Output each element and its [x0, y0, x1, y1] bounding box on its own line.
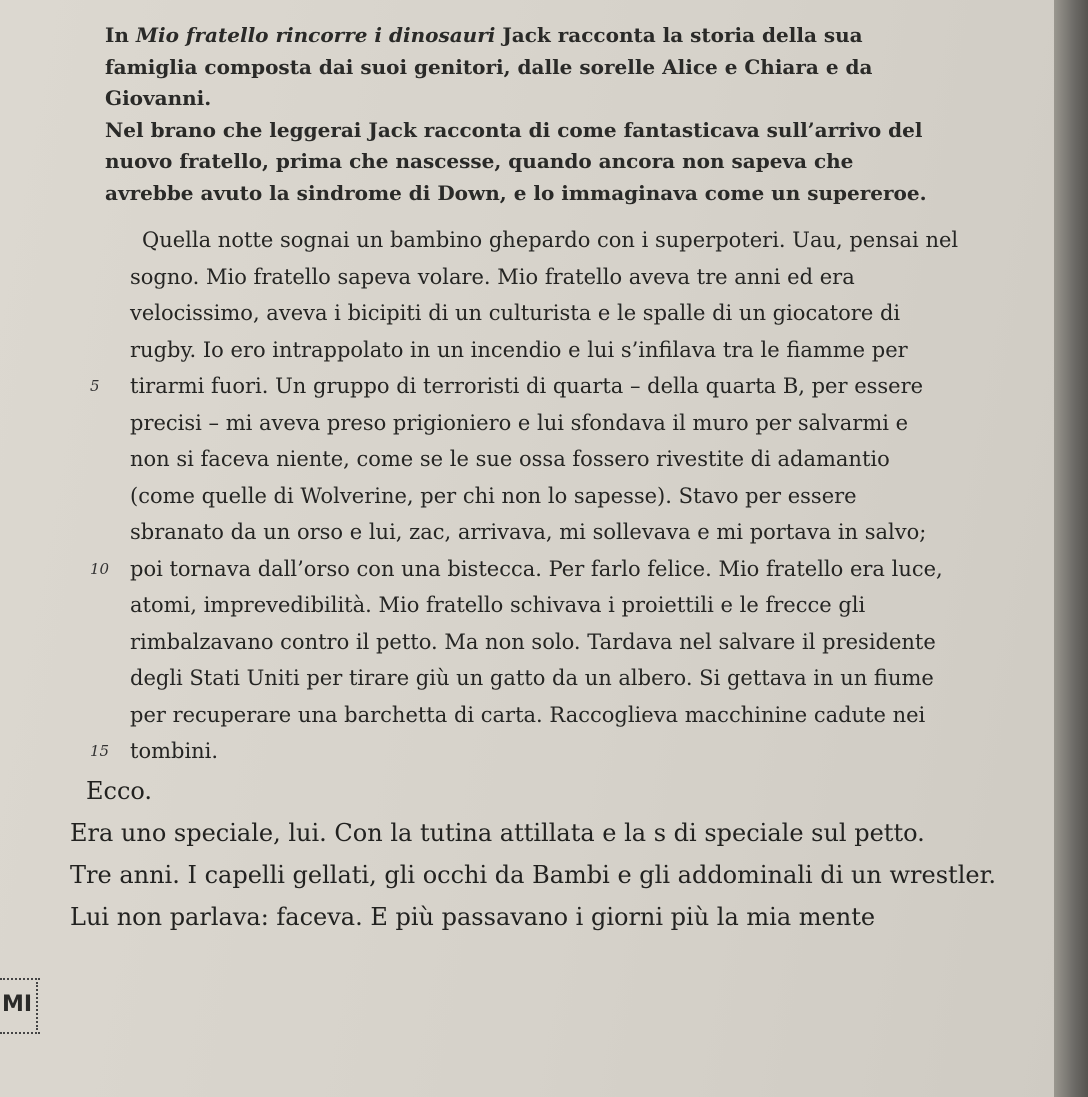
- passage-line-text: rugby. Io ero intrappolato in un incendio e lui s’infilava tra le fiamme per: [130, 337, 908, 362]
- passage-line: [90, 551, 990, 588]
- passage-line-text: precisi – mi aveva preso prigioniero e lui sfondava il muro per salvarmi e: [130, 410, 909, 435]
- passage-line-text: tombini.: [130, 739, 219, 763]
- line-number: 5: [90, 377, 100, 395]
- passage-line-text: poi tornava dall’orso con una bistecca. Per farlo felice. Mio fratello era luce,: [130, 556, 943, 581]
- passage-line-text: velocissimo, aveva i bicipiti di un culturista e le spalle di un giocatore di: [130, 301, 901, 325]
- passage-line: [90, 587, 990, 624]
- continuation-line: Tre anni. I capelli gellati, gli occhi da Bambi e gli addominali di un wrestler.: [70, 861, 997, 889]
- passage-line-text: sbranato da un orso e lui, zac, arrivava, mi sollevava e mi portava in salvo;: [130, 520, 927, 544]
- passage-line: [90, 441, 990, 478]
- passage-line: [90, 222, 990, 259]
- passage-line: [90, 478, 990, 515]
- continuation-line: Lui non parlava: faceva. E più passavano i giorni più la mia mente: [70, 903, 876, 931]
- passage-line: [90, 697, 990, 734]
- book-title: Mio fratello rincorre i dinosauri: [135, 23, 496, 47]
- section-marker: [0, 978, 40, 1036]
- page-edge-shadow: [1054, 0, 1088, 1097]
- passage-line-text: Quella notte sognai un bambino ghepardo con i superpoteri. Uau, pensai nel: [142, 228, 959, 252]
- line-number: 10: [90, 559, 110, 578]
- intro-p2-line: Nel brano che leggerai Jack racconta di come fantasticava sull’arrivo del: [105, 117, 923, 142]
- section-marker-label: MI: [2, 992, 33, 1017]
- passage-line: [90, 660, 990, 697]
- intro-line1-rest: Jack racconta la storia della sua: [502, 23, 863, 47]
- passage-line-text: (come quelle di Wolverine, per chi non lo sapesse). Stavo per essere: [130, 483, 857, 508]
- passage-line: [90, 514, 990, 551]
- intro-paragraph-2: [105, 115, 1005, 210]
- passage-line: [90, 405, 990, 442]
- passage-line: [90, 259, 990, 296]
- passage-line-text: degli Stati Uniti per tirare giù un gatto da un albero. Si gettava in un fiume: [130, 666, 934, 690]
- passage-line: [90, 733, 990, 770]
- passage-line: [90, 624, 990, 661]
- passage-line-text: sogno. Mio fratello sapeva volare. Mio fratello aveva tre anni ed era: [130, 264, 855, 289]
- passage-line: [90, 295, 990, 332]
- passage-line-text: non si faceva niente, come se le sue ossa fossero rivestite di adamantio: [130, 447, 890, 471]
- passage-line: [90, 368, 990, 405]
- intro-p2-line: avrebbe avuto la sindrome di Down, e lo immaginava come un supereroe.: [105, 180, 927, 205]
- intro-box: [105, 20, 1005, 209]
- intro-line2: famiglia composta dai suoi genitori, dalle sorelle Alice e Chiara e da: [105, 54, 873, 79]
- continuation-line: Era uno speciale, lui. Con la tutina attillata e la s di speciale sul petto.: [70, 819, 925, 847]
- passage-line-text: tirarmi fuori. Un gruppo di terroristi di quarta – della quarta B, per essere: [130, 374, 924, 398]
- passage-line: [90, 332, 990, 369]
- passage-line-text: atomi, imprevedibilità. Mio fratello schivava i proiettili e le frecce gli: [130, 593, 866, 617]
- intro-line3: Giovanni.: [105, 86, 212, 110]
- line-number: 15: [90, 742, 110, 760]
- intro-paragraph-1: [105, 20, 1005, 115]
- passage-line-text: rimbalzavano contro il petto. Ma non solo. Tardava nel salvare il presidente: [130, 629, 936, 654]
- intro-prefix: In: [105, 23, 129, 47]
- passage-continuation: [70, 770, 1030, 938]
- intro-p2-line: nuovo fratello, prima che nascesse, quando ancora non sapeva che: [105, 149, 854, 173]
- passage-line-text: per recuperare una barchetta di carta. Raccoglieva macchinine cadute nei: [130, 702, 926, 727]
- reading-passage: [90, 222, 990, 770]
- continuation-line: Ecco.: [86, 777, 153, 805]
